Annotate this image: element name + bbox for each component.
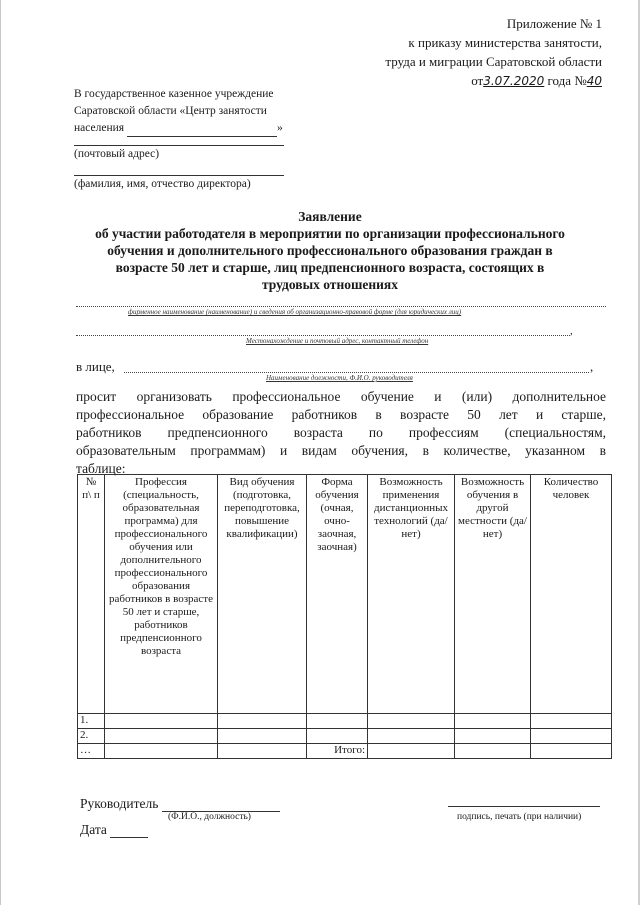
signature-caption: подпись, печать (при наличии) xyxy=(457,812,582,822)
title-heading: Заявление xyxy=(298,209,362,224)
request-paragraph: просит организовать профессиональное обучение и (или) дополнительное профессиональное образование работников в возрасте 50 лет и старше, работников предпенсионного возраста по профессиям (специальностям, образовательным программам) и видам обучения, в количестве, указанном в таблице: xyxy=(76,389,606,476)
header-distance-technologies: Возможность применения дистанционных технологий (да/нет) xyxy=(368,475,455,714)
appendix-number: Приложение № 1 xyxy=(506,16,602,31)
appendix-date-line: от3.07.2020 года №40 xyxy=(471,73,602,88)
organization-name-caption: фирменное наименование (наименование) и сведения об организационно-правовой форме (для юридических лиц) xyxy=(128,308,462,316)
row-number: 2. xyxy=(78,729,105,744)
table-cell[interactable] xyxy=(368,714,455,729)
table-cell[interactable] xyxy=(455,729,531,744)
appendix-ministry: труда и миграции Саратовской области xyxy=(385,54,602,69)
representative-field[interactable] xyxy=(124,372,589,373)
representative-caption: Наименование должности, Ф.И.О. руководителя xyxy=(266,374,413,382)
director-name-field[interactable] xyxy=(74,175,284,176)
header-profession: Профессия (специальность, образовательная программа) для профессионального обучения или дополнительного профессионального образования работников в возрасте 50 лет и старше, работников предпенсионного возраста xyxy=(105,475,218,714)
center-name-field[interactable] xyxy=(127,136,277,137)
table-cell[interactable] xyxy=(218,714,307,729)
date-field[interactable] xyxy=(110,837,148,838)
postal-address-caption: (почтовый адрес) xyxy=(74,148,160,160)
appendix-header xyxy=(385,14,602,91)
table-header-row xyxy=(78,475,612,714)
total-value[interactable] xyxy=(531,744,612,759)
head-signature-line xyxy=(80,796,280,812)
header-number: № п\ п xyxy=(78,475,105,714)
table-total-row xyxy=(78,744,612,759)
representative-label: в лице, xyxy=(76,359,115,374)
table-cell[interactable] xyxy=(307,729,368,744)
appendix-order: к приказу министерства занятости, xyxy=(408,35,602,50)
date-line xyxy=(80,822,148,838)
table-cell[interactable] xyxy=(307,714,368,729)
row-number: 1. xyxy=(78,714,105,729)
table-cell[interactable] xyxy=(531,729,612,744)
postal-address-field[interactable] xyxy=(74,145,284,146)
table-cell[interactable] xyxy=(531,714,612,729)
header-training-type: Вид обучения (подготовка, переподготовка, повышение квалификации) xyxy=(218,475,307,714)
location-caption: Местонахождение и почтовый адрес, контактный телефон xyxy=(246,337,429,345)
training-table xyxy=(77,474,612,759)
addressee-line-1: В государственное казенное учреждение xyxy=(74,88,274,100)
application-document: Приложение № 1 к приказу министерства занятости, труда и миграции Саратовской области от3.07.2020 года №40 В государственное казенное учреждение Саратовской области «Центр занятости населения » (почтовый адрес) (фамилия, имя, отчество директора) Заявление об участии работодателя в мероприятии по организации профессионального обучения и дополнительного профессионального образования граждан в возрасте 50 лет и старше, лиц предпенсионного возраста, состоящих в трудовых отношениях фирменное наименование (наименование) и сведения об организационно-правовой форме (для юридических лиц) , Местонахождение и почтовый адрес, контактный телефон в лице, , Наименование должности, Ф.И.О. руководителя просит организовать профессиональное обучение и (или) дополнительное профессиональное образование работников в возрасте 50 лет и старше, работников предпенсионного возраста по профессиям (специальностям, образовательным программам) и видам обучения, в количестве, указанном в таблице: № п\ п Профессия (специальность, образовательная программа) для профессионального обучения или дополнительного профессионального образования работников в возрасте 50 лет и старше, работников предпенсионного возраста Вид обучения (подготовка, переподготовка, повышение квалификации) Форма обучения (очная, очно-заочная, заочная) Возможность применения дистанционных технологий (да/нет) Возможность обучения в другой местности (да/нет) Количество человек 1. 2. … Итого: Руководитель (Ф.И.О., должность) подпись, печать (при наличии) Дата xyxy=(0,0,640,905)
header-training-form: Форма обучения (очная, очно-заочная, заочная) xyxy=(307,475,368,714)
director-name-caption: (фамилия, имя, отчество директора) xyxy=(74,178,251,190)
table-row xyxy=(78,714,612,729)
row-number: … xyxy=(78,744,105,759)
document-title: Заявление об участии работодателя в мероприятии по организации профессионального обучения и дополнительного профессионального образования граждан в возрасте 50 лет и старше, лиц предпенсионного возраста, состоящих в трудовых отношениях xyxy=(50,208,610,293)
header-other-location: Возможность обучения в другой местности (да/нет) xyxy=(455,475,531,714)
table-cell[interactable] xyxy=(105,729,218,744)
handwritten-date: 3.07.2020 xyxy=(483,74,545,88)
head-label: Руководитель xyxy=(80,796,159,811)
head-name-caption: (Ф.И.О., должность) xyxy=(168,812,251,822)
location-field[interactable] xyxy=(76,335,570,336)
handwritten-number: 40 xyxy=(586,74,602,88)
addressee-line-2: Саратовской области «Центр занятости xyxy=(74,105,267,117)
table-cell[interactable] xyxy=(455,714,531,729)
table-cell[interactable] xyxy=(218,729,307,744)
scan-edge-left xyxy=(0,0,1,905)
header-people-count: Количество человек xyxy=(531,475,612,714)
addressee-block xyxy=(74,86,283,137)
total-label: Итого: xyxy=(307,744,368,759)
table-row xyxy=(78,729,612,744)
date-label: Дата xyxy=(80,822,107,837)
table-cell[interactable] xyxy=(368,729,455,744)
signature-field[interactable] xyxy=(448,806,600,807)
organization-name-field[interactable] xyxy=(76,306,606,307)
table-cell[interactable] xyxy=(105,714,218,729)
addressee-line-3: населения » xyxy=(74,120,283,137)
